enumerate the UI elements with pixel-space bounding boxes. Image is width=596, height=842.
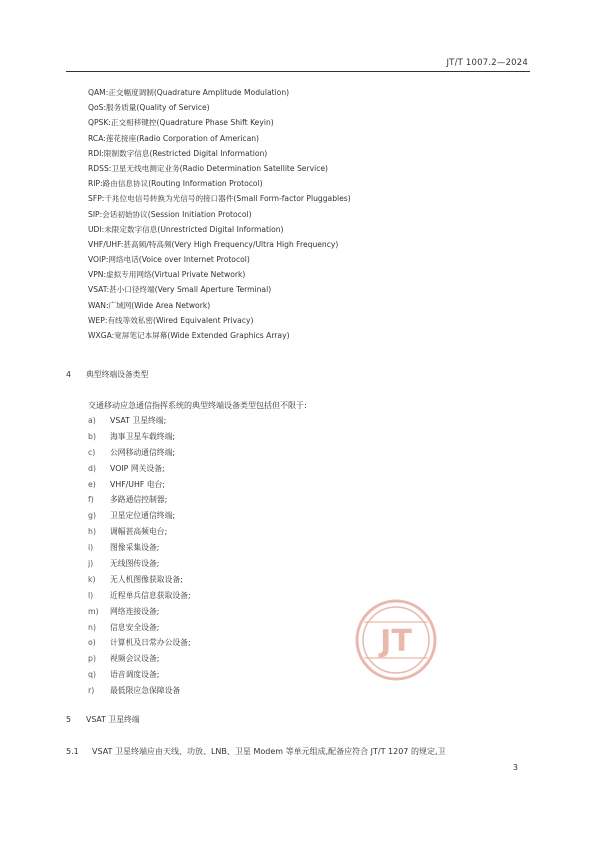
- abbreviation-item: UDI:未限定数字信息(Unrestricted Digital Information): [88, 224, 284, 234]
- section-5-heading: [66, 714, 140, 725]
- list-item-letter: b): [88, 431, 96, 441]
- list-item-letter: a): [88, 416, 96, 425]
- terminal-type-list: [88, 413, 388, 699]
- list-item-letter: j): [88, 559, 94, 569]
- list-item: [88, 604, 388, 620]
- list-item-text: 视频会议设备;: [110, 654, 160, 664]
- list-item-letter: c): [88, 447, 96, 457]
- abbreviation-item: WXGA:宽屏笔记本屏幕(Wide Extended Graphics Array): [88, 331, 290, 340]
- abbreviation-item: RIP:路由信息协议(Routing Information Protocol): [88, 179, 263, 189]
- abbreviation-item: SFP:千兆位电信号转换为光信号的接口器件(Small Form-factor Pluggables): [88, 194, 351, 204]
- abbreviation-item: VSAT:甚小口径终端(Very Small Aperture Terminal): [88, 285, 272, 295]
- list-item: [88, 477, 388, 493]
- list-item-text: 语音调度设备;: [110, 670, 160, 680]
- abbreviation-item: RDSS:卫星无线电测定业务(Radio Determination Satellite Service): [88, 163, 329, 173]
- clause-5-1: [66, 746, 536, 757]
- header-divider: [66, 71, 530, 72]
- list-item-text: 无人机图像获取设备;: [110, 574, 183, 584]
- list-item-text: 无线图传设备;: [110, 559, 160, 569]
- list-item-letter: f): [88, 495, 94, 505]
- section-number: 5: [66, 715, 71, 724]
- list-item-text: 多路通信控制器;: [110, 495, 168, 505]
- list-item-letter: m): [88, 606, 99, 616]
- list-item: [88, 556, 388, 572]
- list-item-text: 最低限应急保障设备: [110, 686, 181, 696]
- list-item-letter: i): [88, 543, 94, 553]
- abbreviation-item: QoS:服务质量(Quality of Service): [88, 103, 210, 113]
- list-item-text: 图像采集设备;: [110, 543, 160, 553]
- page-number: 3: [512, 763, 518, 772]
- list-item: [88, 588, 388, 604]
- list-item: [88, 492, 388, 508]
- list-item-text: VOIP 网关设备;: [110, 463, 165, 473]
- list-item-letter: q): [88, 670, 96, 680]
- list-item-text: 调幅甚高频电台;: [110, 527, 168, 537]
- abbreviation-item: VHF/UHF:甚高频/特高频(Very High Frequency/Ultra High Frequency): [88, 239, 339, 249]
- list-item-text: 信息安全设备;: [110, 622, 160, 632]
- list-item-letter: n): [88, 622, 96, 632]
- list-item: [88, 540, 388, 556]
- list-item: [88, 620, 388, 636]
- stamp-text: JT: [380, 624, 412, 659]
- abbreviation-item: SIP:会话初始协议(Session Initiation Protocol): [88, 209, 252, 219]
- standard-code: JT/T 1007.2—2024: [446, 58, 528, 68]
- list-item-letter: h): [88, 527, 96, 537]
- abbreviation-list: [88, 85, 538, 343]
- list-item-text: 海事卫星车载终端;: [110, 431, 176, 441]
- list-item-text: VHF/UHF 电台;: [110, 479, 166, 489]
- list-item-letter: e): [88, 479, 96, 489]
- list-item: [88, 635, 388, 651]
- list-item: [88, 429, 388, 445]
- abbreviation-item: QAM:正交幅度调制(Quadrature Amplitude Modulation): [88, 88, 290, 97]
- list-item-text: 网络连接设备;: [110, 606, 160, 616]
- section-number: 4: [66, 370, 71, 379]
- list-item: [88, 651, 388, 667]
- list-item: [88, 508, 388, 524]
- jt-stamp-icon: [354, 598, 438, 682]
- list-item: [88, 461, 388, 477]
- section-title: VSAT 卫星终端: [86, 715, 140, 724]
- abbreviation-item: VOIP:网络电话(Voice over Internet Protocol): [88, 255, 250, 265]
- list-item-letter: r): [88, 686, 95, 696]
- list-item: [88, 413, 388, 429]
- abbreviation-item: WAN:广域网(Wide Area Network): [88, 300, 211, 310]
- abbreviation-item: RDI:限制数字信息(Restricted Digital Information): [88, 148, 268, 158]
- list-item-letter: l): [88, 590, 94, 600]
- abbreviation-item: QPSK:正交相移键控(Quadrature Phase Shift Keyin): [88, 118, 274, 128]
- list-item-text: 卫星定位通信终端;: [110, 511, 176, 521]
- abbreviation-item: RCA:莲花接座(Radio Corporation of American): [88, 133, 260, 143]
- list-item-text: VSAT 卫星终端;: [110, 416, 167, 425]
- section-4-intro: 交通移动应急通信指挥系统的典型终端设备类型包括但不限于:: [88, 401, 307, 410]
- list-item-letter: g): [88, 511, 96, 521]
- list-item-letter: o): [88, 638, 96, 648]
- clause-text: VSAT 卫星终端应由天线、功放、LNB、卫星 Modem 等单元组成,配备应符合 JT/T 1207 的规定,卫: [92, 747, 446, 756]
- list-item-text: 计算机及日常办公设备;: [110, 638, 191, 648]
- list-item-letter: k): [88, 574, 96, 584]
- list-item-letter: p): [88, 654, 96, 664]
- section-title: 典型终端设备类型: [86, 370, 149, 379]
- list-item: [88, 683, 388, 699]
- list-item: [88, 667, 388, 683]
- clause-number: 5.1: [66, 747, 79, 756]
- list-item-letter: d): [88, 463, 96, 473]
- section-4-heading: [66, 369, 148, 380]
- list-item-text: 公网移动通信终端;: [110, 447, 176, 457]
- list-item-text: 近程单兵信息获取设备;: [110, 590, 191, 600]
- list-item: [88, 524, 388, 540]
- list-item: [88, 445, 388, 461]
- list-item: [88, 572, 388, 588]
- abbreviation-item: VPN:虚拟专用网络(Virtual Private Network): [88, 270, 246, 280]
- abbreviation-item: WEP:有线等效私密(Wired Equivalent Privacy): [88, 315, 254, 325]
